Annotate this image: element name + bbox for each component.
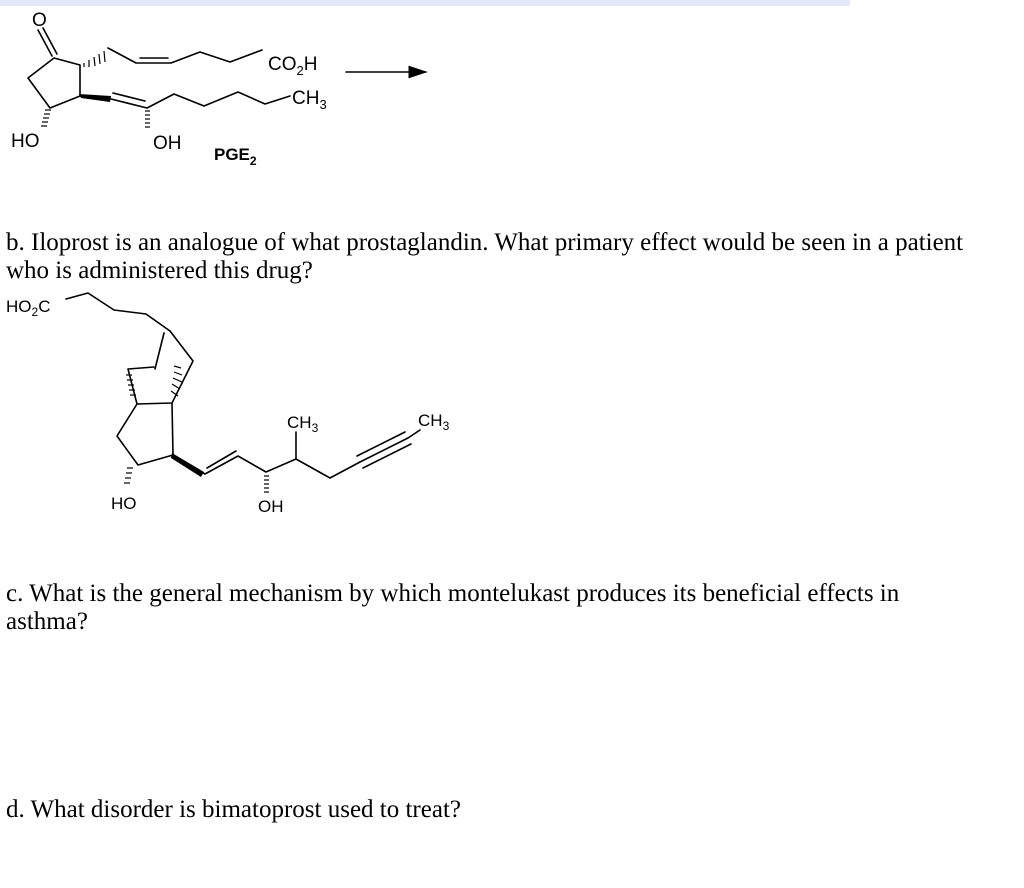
pge2-carboxylic-acid-label: $CO_2H$ [268,54,318,78]
iloprost-terminal-methyl-label: $CH_3$ [418,411,450,433]
pge2-chain-hydroxyl-label: OH [153,133,182,154]
iloprost-methyl-branch-label: $CH_3$ [287,413,319,435]
pge2-name-label: $PGE_2$ [214,145,257,168]
pge2-ring-hydroxyl-label: HO [11,131,40,152]
iloprost-chain-hydroxyl-label: OH [258,497,284,516]
question-d-text: d. What disorder is bimatoprost used to treat? [6,796,461,823]
iloprost-carboxylic-acid-label: $HO_2C$ [6,297,51,319]
pge2-structure [11,10,426,168]
question-c-text-line-1: c. What is the general mechanism by which montelukast produces its beneficial effects in [6,580,900,607]
question-b-text-line-1: b. Iloprost is an analogue of what prostaglandin. What primary effect would be seen in a patient [6,229,964,256]
pge2-methyl-label: $CH_3$ [292,88,327,112]
pge2-ketone-oxygen-label: O [32,10,47,31]
iloprost-ring-hydroxyl-label: HO [111,494,137,513]
question-c-text-line-2: asthma? [6,608,88,635]
iloprost-structure [6,293,450,516]
question-b-text-line-2: who is administered this drug? [6,257,313,284]
